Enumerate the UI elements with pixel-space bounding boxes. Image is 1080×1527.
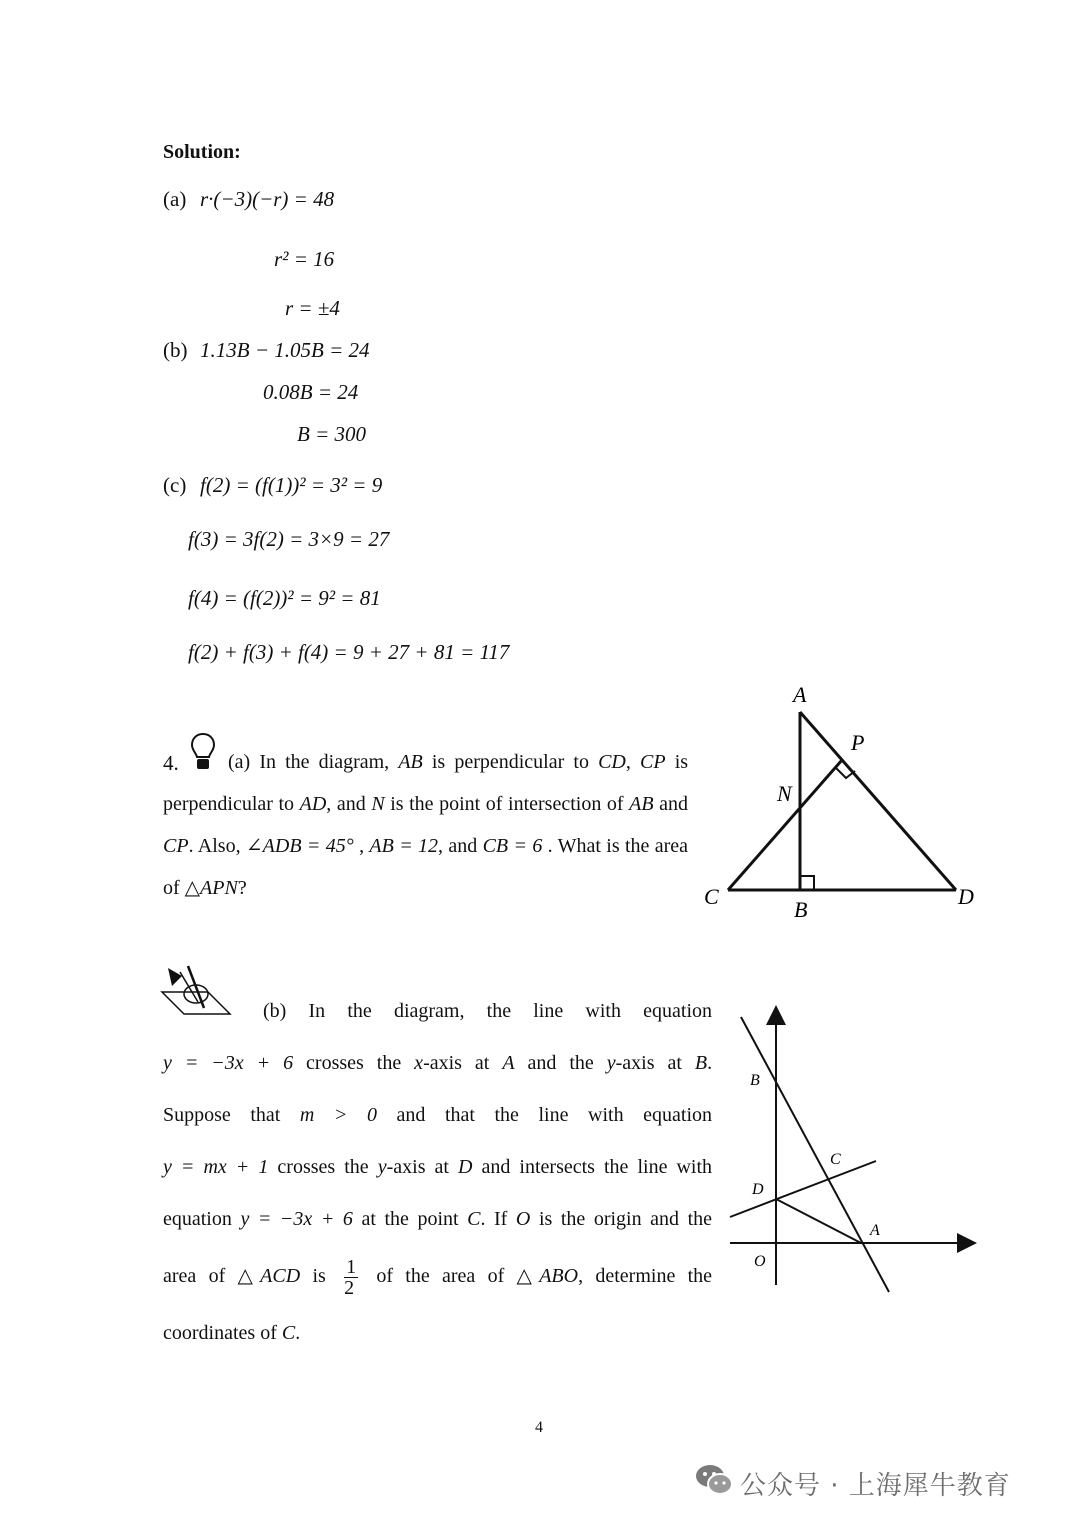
solution-heading: Solution: bbox=[163, 141, 241, 163]
watermark-text: 公众号 · 上海犀牛教育 bbox=[740, 1471, 1011, 1501]
solution-c-line-3: f(4) = (f(2))² = 9² = 81 bbox=[188, 586, 381, 610]
solution-b-label: (b) bbox=[163, 338, 188, 362]
math-run: AB bbox=[398, 751, 423, 773]
text-run: and that the line with equation bbox=[396, 1104, 713, 1126]
text-run: is perpendicular to bbox=[163, 751, 689, 815]
math-run: y = −3x + 6 bbox=[163, 1052, 294, 1074]
math-run: AD bbox=[299, 793, 327, 815]
fraction-one-half bbox=[344, 1257, 358, 1298]
math-run: CP bbox=[163, 835, 189, 857]
text-run: -axis at bbox=[615, 1052, 682, 1074]
text-run: -axis at bbox=[386, 1156, 449, 1178]
b-line-1 bbox=[163, 985, 712, 1037]
math-run: A bbox=[502, 1052, 515, 1074]
solution-c-line-4: f(2) + f(3) + f(4) = 9 + 27 + 81 = 117 bbox=[188, 640, 510, 664]
math-run: △APN bbox=[184, 877, 238, 899]
math-run: AB = 12 bbox=[369, 835, 439, 857]
math-run: y bbox=[377, 1156, 387, 1178]
text-run: . bbox=[547, 835, 553, 857]
text-run: is perpendicular to bbox=[431, 751, 589, 773]
b-line-5 bbox=[163, 1193, 712, 1245]
text-run: Suppose that bbox=[163, 1104, 281, 1126]
label-b: B bbox=[750, 1072, 760, 1089]
wechat-icon bbox=[694, 1462, 734, 1498]
coordinate-diagram bbox=[720, 995, 990, 1305]
text-run: . If bbox=[480, 1208, 508, 1230]
solution-b-line-3: B = 300 bbox=[297, 422, 366, 446]
math-run: y = −3x + 6 bbox=[240, 1208, 353, 1230]
math-run: C bbox=[281, 1322, 296, 1344]
text-run: area of bbox=[163, 1265, 226, 1287]
label-p: P bbox=[851, 730, 865, 755]
math-run: C bbox=[467, 1208, 481, 1230]
solution-a-line-3: r = ±4 bbox=[285, 296, 340, 320]
b-line-3 bbox=[163, 1089, 712, 1141]
solution-c-label: (c) bbox=[163, 473, 187, 497]
label-o: O bbox=[754, 1253, 766, 1270]
text-run: . bbox=[707, 1052, 713, 1074]
math-run: D bbox=[458, 1156, 473, 1178]
page-number: 4 bbox=[535, 1419, 543, 1436]
label-c: C bbox=[830, 1151, 841, 1168]
math-run: x bbox=[414, 1052, 424, 1074]
text-run: In the diagram, bbox=[259, 751, 390, 773]
math-run: CB = 6 bbox=[482, 835, 543, 857]
problem-4b-text bbox=[163, 985, 712, 1359]
text-run: is bbox=[312, 1265, 326, 1287]
part-a-label: (a) bbox=[228, 751, 251, 773]
text-run: is the origin and the bbox=[538, 1208, 713, 1230]
segment-cp bbox=[728, 760, 842, 890]
text-run: coordinates of bbox=[163, 1322, 277, 1344]
math-run: CD bbox=[598, 751, 626, 773]
text-run: , bbox=[359, 835, 365, 857]
math-run: ∠ADB = 45° bbox=[245, 835, 354, 857]
text-run: equation bbox=[163, 1208, 232, 1230]
label-d: D bbox=[752, 1181, 764, 1198]
solution-a-line-1: r·(−3)(−r) = 48 bbox=[200, 187, 335, 211]
math-run: CP bbox=[640, 751, 666, 773]
text-run: and the bbox=[527, 1052, 594, 1074]
text-run: of the area of bbox=[376, 1265, 505, 1287]
text-run: . Also, bbox=[188, 835, 241, 857]
problem-number: 4. bbox=[163, 751, 179, 775]
text-run: and bbox=[659, 793, 688, 815]
solution-a-label: (a) bbox=[163, 187, 187, 211]
label-b: B bbox=[794, 897, 808, 922]
math-run: y bbox=[606, 1052, 616, 1074]
solution-c-line-1: f(2) = (f(1))² = 3² = 9 bbox=[200, 473, 383, 497]
text-run: . bbox=[295, 1322, 301, 1344]
text-run: is the point of intersection of bbox=[390, 793, 624, 815]
segment-da bbox=[776, 1199, 861, 1243]
problem-4a-text bbox=[163, 741, 688, 909]
label-c: C bbox=[704, 884, 719, 909]
text-run: , determine the bbox=[578, 1265, 713, 1287]
math-run: y = mx + 1 bbox=[163, 1156, 269, 1178]
text-run: and intersects the line with bbox=[481, 1156, 713, 1178]
label-n: N bbox=[777, 781, 792, 806]
text-run: crosses the bbox=[306, 1052, 402, 1074]
text-run: , and bbox=[326, 793, 366, 815]
text-run: ? bbox=[237, 877, 247, 899]
text-run: -axis at bbox=[423, 1052, 490, 1074]
text-run: , bbox=[625, 751, 631, 773]
b-line-6 bbox=[163, 1245, 712, 1307]
math-run: B bbox=[694, 1052, 708, 1074]
math-run: AB bbox=[629, 793, 654, 815]
solution-c-line-2: f(3) = 3f(2) = 3×9 = 27 bbox=[188, 527, 390, 551]
math-run: △ABO bbox=[516, 1265, 579, 1287]
solution-b-line-2: 0.08B = 24 bbox=[263, 380, 359, 404]
line-y-neg3x-6 bbox=[741, 1017, 889, 1292]
solution-a-line-2: r² = 16 bbox=[274, 247, 335, 271]
math-run: △ACD bbox=[237, 1265, 301, 1287]
b-line-4 bbox=[163, 1141, 712, 1193]
math-run: O bbox=[515, 1208, 531, 1230]
text-run: at the point bbox=[361, 1208, 459, 1230]
label-d: D bbox=[958, 884, 974, 909]
text-run: crosses the bbox=[277, 1156, 369, 1178]
right-angle-b bbox=[800, 876, 814, 890]
math-run: m > 0 bbox=[299, 1104, 377, 1126]
solution-b-line-1: 1.13B − 1.05B = 24 bbox=[200, 338, 370, 362]
text-run: What is the area of bbox=[163, 835, 689, 899]
part-b-label: (b) bbox=[263, 1000, 287, 1022]
fraction-numerator: 1 bbox=[346, 1255, 357, 1278]
triangle-diagram bbox=[690, 680, 990, 930]
math-run: N bbox=[371, 793, 385, 815]
label-a: A bbox=[870, 1222, 880, 1239]
fraction-denominator: 2 bbox=[344, 1276, 355, 1299]
b-line-7 bbox=[163, 1307, 712, 1359]
label-a: A bbox=[793, 682, 807, 707]
b-line-2 bbox=[163, 1037, 712, 1089]
text-run: In the diagram, the line with equation bbox=[308, 1000, 712, 1022]
text-run: , and bbox=[438, 835, 478, 857]
segment-ad bbox=[800, 712, 956, 890]
